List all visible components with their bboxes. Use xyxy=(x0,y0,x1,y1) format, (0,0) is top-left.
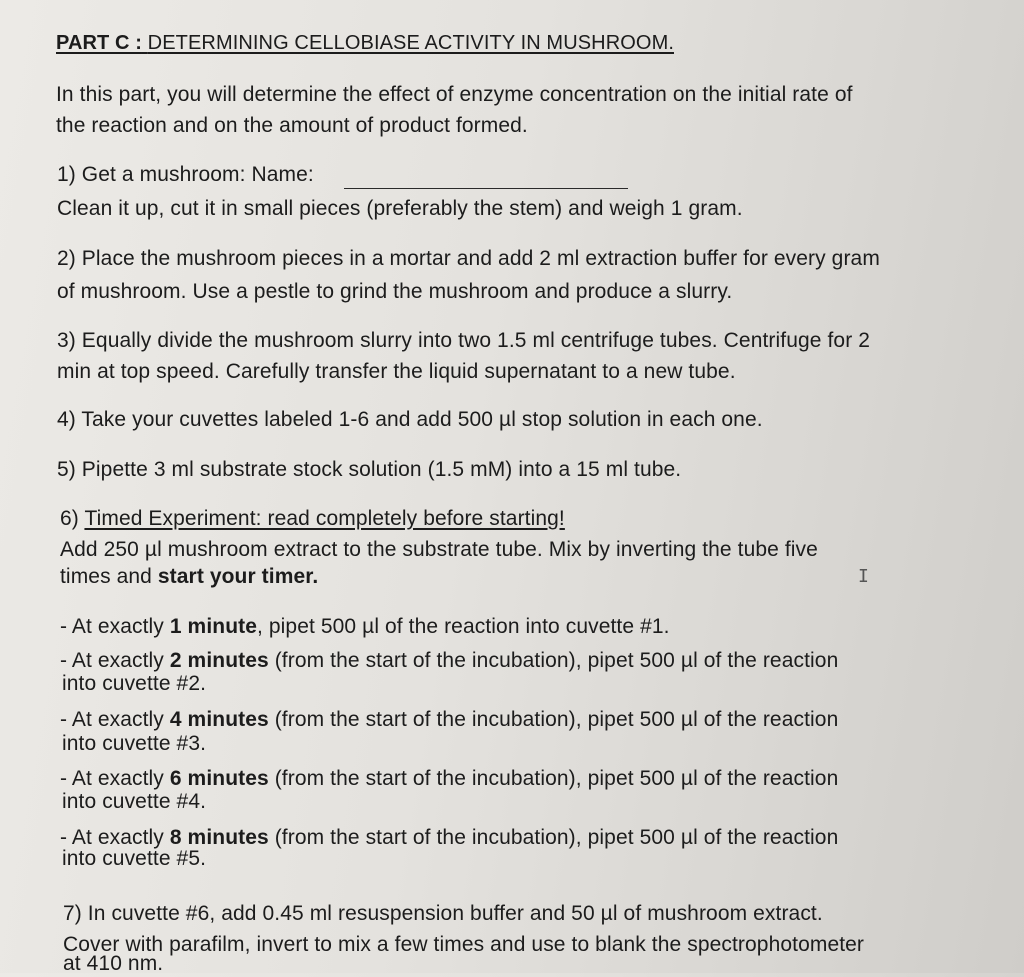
title-text: DETERMINING CELLOBIASE ACTIVITY IN MUSHROOM. xyxy=(147,32,674,54)
timepoint-2-cont: into cuvette #2. xyxy=(62,672,207,695)
timepoint-1-line xyxy=(60,614,670,640)
step-2-line-2: of mushroom. Use a pestle to grind the mushroom and produce a slurry. xyxy=(57,280,733,303)
timepoint-4-time: 6 minutes xyxy=(169,767,269,790)
timepoint-5-post: (from the start of the incubation), pipet 500 µl of the reaction xyxy=(268,826,839,849)
timepoint-5-cont: into cuvette #5. xyxy=(62,847,207,870)
intro-line-2: the reaction and on the amount of product formed. xyxy=(56,114,528,137)
intro-line-1: In this part, you will determine the effect of enzyme concentration on the initial rate of xyxy=(56,83,853,106)
timepoint-2-pre: - At exactly xyxy=(60,649,170,672)
timepoint-5-pre: - At exactly xyxy=(60,826,170,849)
step-6-line-2-text: times and xyxy=(60,565,158,588)
step-7-line-3: at 410 nm. xyxy=(63,952,164,975)
step-7-line-1: 7) In cuvette #6, add 0.45 ml resuspension buffer and 50 µl of mushroom extract. xyxy=(63,902,823,925)
step-6-heading: Timed Experiment: read completely before starting! xyxy=(84,507,565,530)
step-1-line-2: Clean it up, cut it in small pieces (preferably the stem) and weigh 1 gram. xyxy=(57,197,743,220)
step-6-number: 6) xyxy=(60,507,79,530)
timepoint-2-post: (from the start of the incubation), pipet 500 µl of the reaction xyxy=(268,649,839,672)
timepoint-1-time: 1 minute xyxy=(169,615,257,638)
timepoint-1-post: , pipet 500 µl of the reaction into cuvette #1. xyxy=(257,615,670,638)
step-6-line-2 xyxy=(60,564,318,590)
step-6-line-1: Add 250 µl mushroom extract to the substrate tube. Mix by inverting the tube five xyxy=(60,538,818,561)
step-3-line-2: min at top speed. Carefully transfer the liquid supernatant to a new tube. xyxy=(57,360,736,383)
step-3-line-1: 3) Equally divide the mushroom slurry into two 1.5 ml centrifuge tubes. Centrifuge for 2 xyxy=(57,329,871,352)
step-4: 4) Take your cuvettes labeled 1-6 and add 500 µl stop solution in each one. xyxy=(57,408,763,431)
timepoint-5-time: 8 minutes xyxy=(169,826,269,849)
step-6-heading-line xyxy=(60,506,565,532)
timepoint-4-post: (from the start of the incubation), pipet 500 µl of the reaction xyxy=(268,767,839,790)
timepoint-3-cont: into cuvette #3. xyxy=(62,732,207,755)
timepoint-4-cont: into cuvette #4. xyxy=(62,790,207,813)
timepoint-4-pre: - At exactly xyxy=(60,767,170,790)
title-prefix: PART C : xyxy=(56,32,142,54)
page-title xyxy=(56,30,674,56)
timepoint-3-pre: - At exactly xyxy=(60,708,170,731)
mushroom-name-blank xyxy=(344,188,628,189)
text-cursor-icon: I xyxy=(858,566,869,587)
step-1-line-1: 1) Get a mushroom: Name: xyxy=(57,163,314,186)
timepoint-3-time: 4 minutes xyxy=(169,708,269,731)
timepoint-1-pre: - At exactly xyxy=(60,615,170,638)
timepoint-2-time: 2 minutes xyxy=(169,649,269,672)
timepoint-3-post: (from the start of the incubation), pipet 500 µl of the reaction xyxy=(268,708,839,731)
step-5: 5) Pipette 3 ml substrate stock solution (1.5 mM) into a 15 ml tube. xyxy=(57,458,682,481)
start-timer-bold: start your timer. xyxy=(157,565,319,588)
timepoint-3-line xyxy=(60,707,838,733)
step-7-line-2: Cover with parafilm, invert to mix a few times and use to blank the spectrophotometer xyxy=(63,933,865,956)
step-2-line-1: 2) Place the mushroom pieces in a mortar and add 2 ml extraction buffer for every gram xyxy=(57,247,880,270)
